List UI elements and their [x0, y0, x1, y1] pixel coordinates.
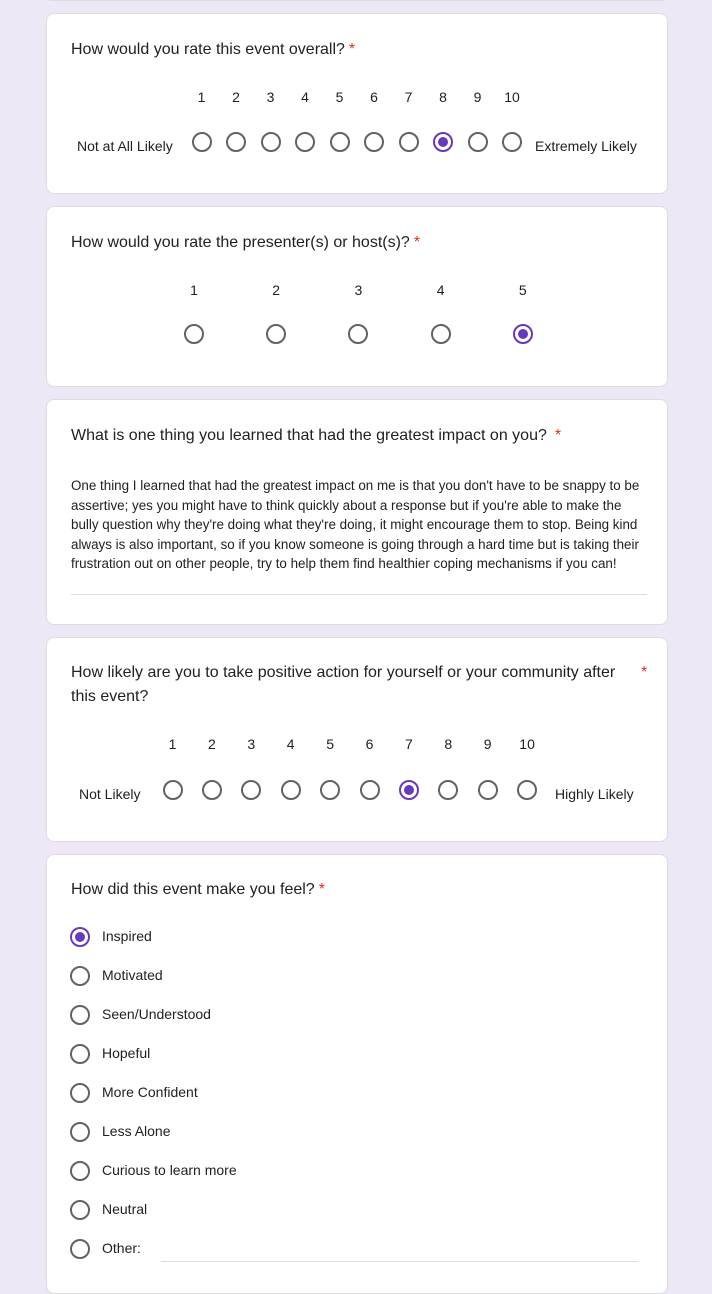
scale-radio-2[interactable]: [226, 132, 246, 152]
option-label: Neutral: [102, 1201, 148, 1217]
option-label: Inspired: [102, 928, 152, 944]
scale-number-4: 4: [286, 736, 295, 752]
scale-number-2: 2: [272, 282, 281, 298]
scale-radio-9[interactable]: [468, 132, 488, 152]
scale-radio-8[interactable]: [433, 132, 453, 152]
scale-number-7: 7: [404, 736, 413, 752]
required-asterisk: *: [318, 881, 325, 898]
scale-number-5: 5: [326, 736, 334, 752]
scale-number-3: 3: [247, 736, 256, 752]
option-label: Seen/Understood: [102, 1006, 211, 1022]
option-radio-neutral[interactable]: [70, 1200, 90, 1220]
scale-radio-6[interactable]: [360, 780, 380, 800]
scale-radio-5[interactable]: [513, 324, 533, 344]
scale-radio-3[interactable]: [241, 780, 261, 800]
scale-radio-1[interactable]: [163, 780, 183, 800]
scale-radio-2[interactable]: [266, 324, 286, 344]
option-radio-inspired[interactable]: [70, 927, 90, 947]
option-radio-hopeful[interactable]: [70, 1044, 90, 1064]
scale-radio-7[interactable]: [399, 780, 419, 800]
scale-number-8: 8: [444, 736, 453, 752]
scale-radio-9[interactable]: [478, 780, 498, 800]
scale-radio-7[interactable]: [399, 132, 419, 152]
required-asterisk: *: [348, 41, 356, 58]
scale-number-9: 9: [473, 89, 482, 105]
question-title: How likely are you to take positive action for yourself or your community after this event?: [71, 664, 616, 705]
scale-radio-8[interactable]: [438, 780, 458, 800]
option-radio-curious-to-learn-more[interactable]: [70, 1161, 90, 1181]
required-asterisk: *: [554, 427, 562, 444]
scale-number-2: 2: [207, 736, 216, 752]
scale-number-1: 1: [168, 736, 177, 752]
option-label: Hopeful: [102, 1045, 151, 1061]
scale-number-2: 2: [232, 89, 240, 105]
scale-radio-2[interactable]: [202, 780, 222, 800]
scale-number-5: 5: [518, 282, 527, 298]
scale-number-5: 5: [335, 89, 344, 105]
option-label: More Confident: [102, 1084, 198, 1100]
question-title: How did this event make you feel? *: [71, 881, 325, 898]
scale-radio-10[interactable]: [517, 780, 537, 800]
scale-radio-5[interactable]: [330, 132, 350, 152]
scale-high-label: Highly Likely: [555, 786, 634, 802]
scale-low-label: Not at All Likely: [77, 138, 173, 154]
question-title: How would you rate this event overall? *: [71, 41, 356, 58]
scale-number-9: 9: [483, 736, 492, 752]
answer-underline: [71, 594, 647, 595]
scale-number-8: 8: [439, 89, 447, 105]
scale-number-4: 4: [436, 282, 445, 298]
scale-radio-4[interactable]: [431, 324, 451, 344]
question-card-greatest-impact: [46, 399, 668, 625]
scale-number-10: 10: [519, 736, 535, 752]
scale-number-4: 4: [301, 89, 309, 105]
scale-number-6: 6: [370, 89, 378, 105]
scale-number-1: 1: [197, 89, 206, 105]
scale-radio-4[interactable]: [281, 780, 301, 800]
scale-radio-1[interactable]: [192, 132, 212, 152]
question-card-feelings: [46, 854, 668, 1294]
option-radio-seen-understood[interactable]: [70, 1005, 90, 1025]
scale-number-3: 3: [266, 89, 275, 105]
scale-radio-1[interactable]: [184, 324, 204, 344]
required-asterisk: *: [413, 234, 421, 251]
previous-question-card: [46, 0, 668, 1]
scale-radio-10[interactable]: [502, 132, 522, 152]
option-radio-other[interactable]: [70, 1239, 90, 1259]
question-card-presenter-rating: [46, 206, 668, 387]
other-text-input[interactable]: [161, 1261, 638, 1262]
scale-number-6: 6: [365, 736, 374, 752]
scale-high-label: Extremely Likely: [535, 138, 637, 154]
scale-number-1: 1: [190, 282, 198, 298]
scale-radio-3[interactable]: [261, 132, 281, 152]
question-title: What is one thing you learned that had the greatest impact on you? *: [71, 427, 562, 444]
option-label: Other:: [102, 1240, 141, 1256]
option-radio-motivated[interactable]: [70, 966, 90, 986]
scale-radio-3[interactable]: [348, 324, 368, 344]
required-asterisk: *: [641, 664, 648, 681]
scale-number-10: 10: [504, 89, 520, 105]
question-title: How would you rate the presenter(s) or host(s)? *: [71, 234, 421, 251]
question-card-positive-action: [46, 637, 668, 842]
scale-radio-4[interactable]: [295, 132, 315, 152]
option-label: Less Alone: [102, 1123, 171, 1139]
long-answer-textarea[interactable]: One thing I learned that had the greatest impact on me is that you don't have to be snappy to be assertive; yes you might have to think quickly about a response but if you're able to make the bully question why they're doing what they're doing, it might encourage them to stop. Being kind always is also important, so if you know someone is going through a hard time but is taking their frustration out on other people, try to help them find healthier coping mechanisms if you can!: [71, 478, 640, 572]
option-label: Curious to learn more: [102, 1162, 237, 1178]
option-radio-less-alone[interactable]: [70, 1122, 90, 1142]
option-label: Motivated: [102, 967, 163, 983]
scale-radio-6[interactable]: [364, 132, 384, 152]
scale-number-3: 3: [354, 282, 363, 298]
scale-low-label: Not Likely: [79, 786, 141, 802]
scale-radio-5[interactable]: [320, 780, 340, 800]
option-radio-more-confident[interactable]: [70, 1083, 90, 1103]
question-card-overall-rating: [46, 13, 668, 194]
scale-number-7: 7: [404, 89, 413, 105]
